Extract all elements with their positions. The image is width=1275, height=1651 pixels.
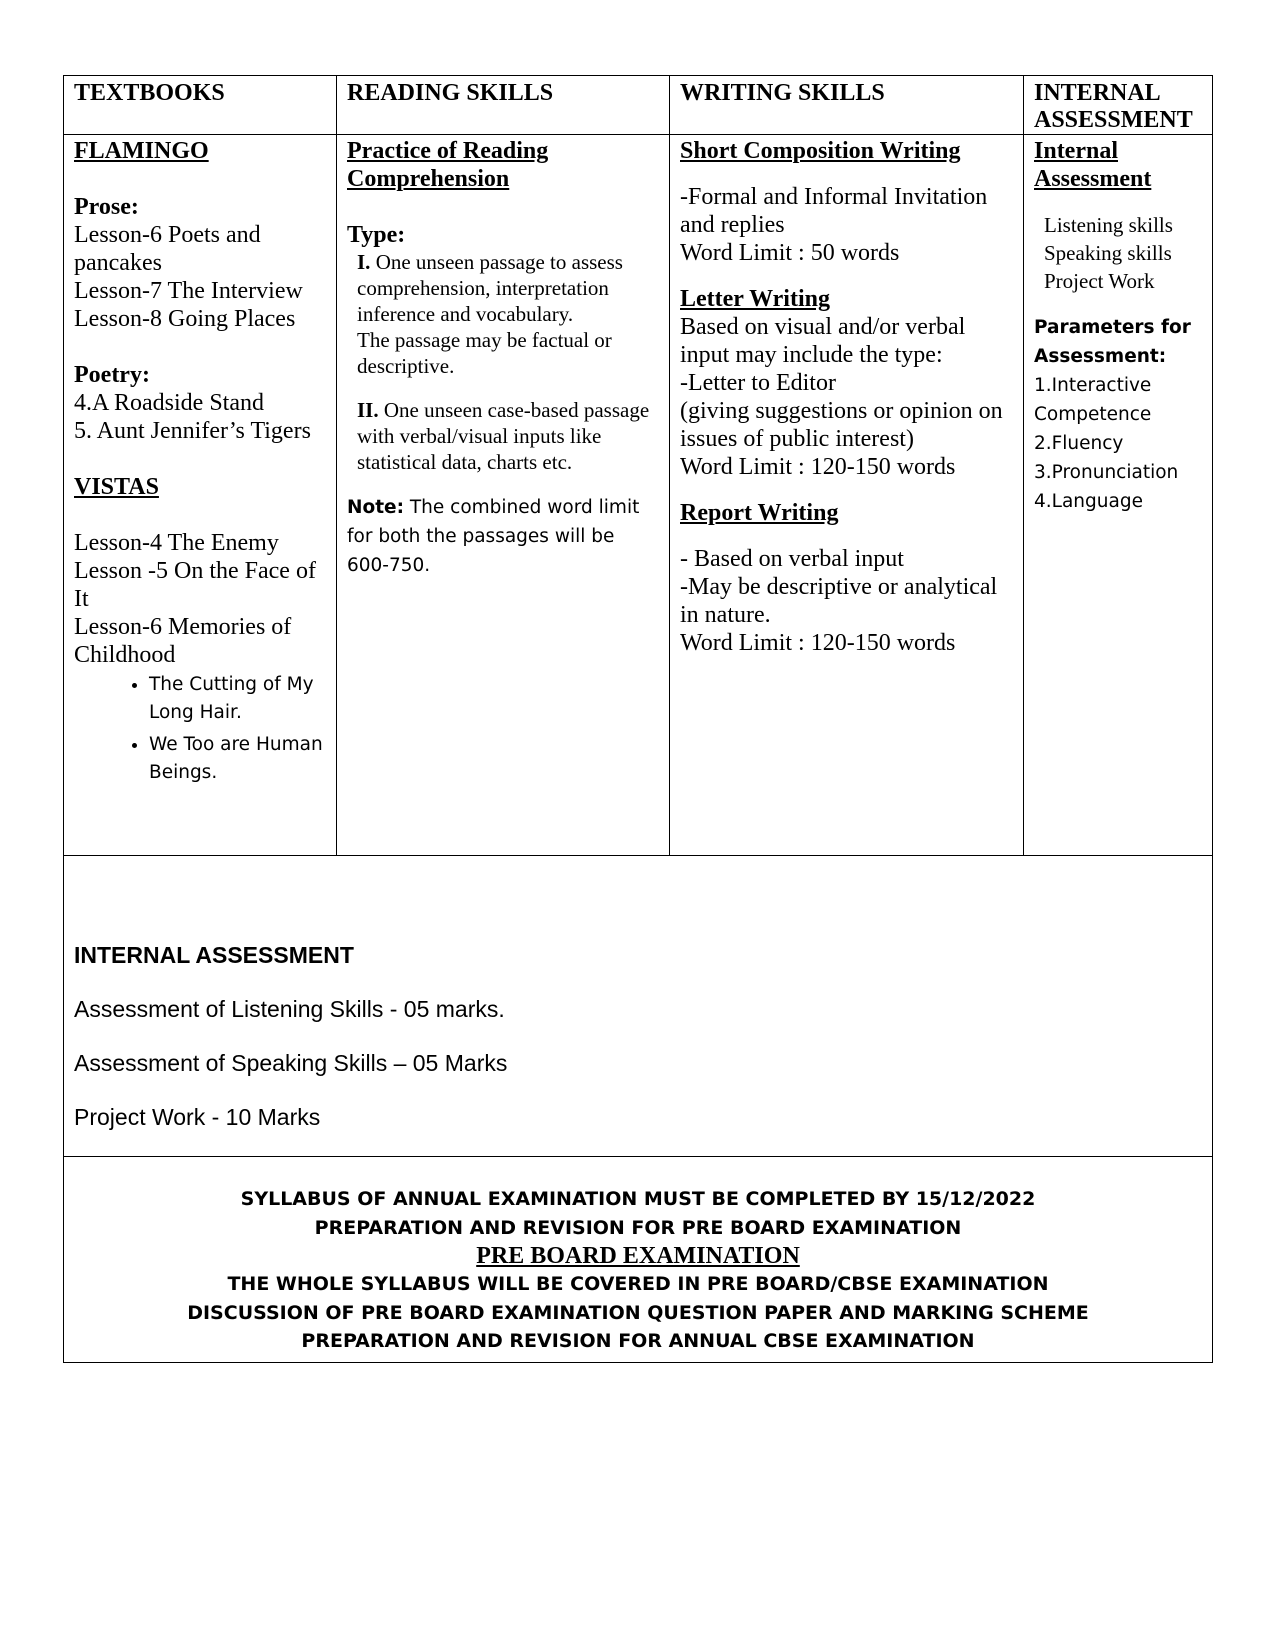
poetry-item: 4.A Roadside Stand [74,390,264,416]
parameters-title: Parameters for Assessment: [1034,317,1191,367]
note-text: The combined word limit for both the passages will be 600-750. [347,497,640,576]
footer-row [64,1157,1213,1363]
report-writing-title: Report Writing [680,500,839,526]
header-internal-assessment: INTERNAL ASSESSMENT [1024,76,1213,135]
footer-line: DISCUSSION OF PRE BOARD EXAMINATION QUESTION PAPER AND MARKING SCHEME [187,1301,1089,1324]
writing-cell [670,135,1024,856]
skill-item: Listening skills [1044,213,1173,237]
reading-cell [337,135,670,856]
childhood-bullet-list [74,671,326,787]
textbooks-cell [64,135,337,856]
parameter-item: 3.Pronunciation [1034,462,1179,483]
parameter-item: 2.Fluency [1034,433,1124,454]
skill-item: Project Work [1044,269,1155,293]
reading-item-2 [347,397,659,475]
header-writing-skills: WRITING SKILLS [670,76,1024,135]
list-item: • The Cutting of My Long Hair. [149,671,326,727]
internal-cell [1024,135,1213,856]
header-row [64,76,1213,135]
report-line: Word Limit : 120-150 words [680,630,956,656]
item-number: II. [357,398,379,422]
prose-lesson: Lesson-8 Going Places [74,306,296,332]
reading-item-1-note: The passage may be factual or descriptive. [357,328,612,378]
reading-note [347,493,659,580]
type-label: Type: [347,222,406,248]
footer-line: THE WHOLE SYLLABUS WILL BE COVERED IN PRE BOARD/CBSE EXAMINATION [227,1273,1049,1295]
letter-writing-title: Letter Writing [680,286,830,312]
footer-line: SYLLABUS OF ANNUAL EXAMINATION MUST BE COMPLETED BY 15/12/2022 [240,1188,1036,1210]
ia-line: Assessment of Listening Skills - 05 marks. [74,996,505,1022]
note-label: Note: [347,497,404,518]
content-row [64,135,1213,856]
footer-line: PREPARATION AND REVISION FOR ANNUAL CBSE EXAMINATION [301,1330,975,1352]
short-line: -Formal and Informal Invitation and replies [680,184,988,238]
internal-assessment-row [64,856,1213,1157]
short-line: Word Limit : 50 words [680,240,900,266]
reading-title: Practice of Reading Comprehension [347,138,549,192]
footer-section [64,1157,1213,1363]
item-text: One unseen passage to assess comprehension, interpretation inference and vocabulary. [357,250,623,326]
poetry-label: Poetry: [74,362,150,388]
parameter-item: 1.Interactive Competence [1034,375,1152,425]
vistas-lesson: Lesson-4 The Enemy [74,530,279,556]
item-text: One unseen case-based passage with verbal/visual inputs like statistical data, charts etc. [357,398,650,474]
ia-line: Assessment of Speaking Skills – 05 Marks [74,1050,508,1076]
prose-lesson: Lesson-6 Poets and pancakes [74,222,261,276]
pre-board-heading: PRE BOARD EXAMINATION [476,1243,800,1269]
vistas-lesson: Lesson-6 Memories of Childhood [74,614,292,668]
skill-item: Speaking skills [1044,241,1172,265]
header-reading-skills: READING SKILLS [337,76,670,135]
letter-line: Based on visual and/or verbal input may include the type: [680,314,966,368]
internal-assessment-section [64,856,1213,1157]
prose-label: Prose: [74,194,139,220]
letter-line: Word Limit : 120-150 words [680,454,956,480]
vistas-lesson: Lesson -5 On the Face of It [74,558,316,612]
ia-section-title: INTERNAL ASSESSMENT [74,942,354,968]
syllabus-table [63,75,1213,1363]
letter-line: -Letter to Editor [680,370,836,396]
prose-lesson: Lesson-7 The Interview [74,278,303,304]
flamingo-title: FLAMINGO [74,138,209,164]
report-line: - Based on verbal input [680,546,904,572]
parameter-item: 4.Language [1034,491,1143,512]
list-item: • We Too are Human Beings. [149,731,326,787]
report-line: -May be descriptive or analytical in nature. [680,574,998,628]
header-textbooks: TEXTBOOKS [64,76,337,135]
footer-line: PREPARATION AND REVISION FOR PRE BOARD EXAMINATION [314,1216,962,1239]
item-number: I. [357,250,371,274]
ia-line: Project Work - 10 Marks [74,1104,321,1130]
internal-assessment-title: Internal Assessment [1034,138,1152,192]
vistas-title: VISTAS [74,474,159,500]
letter-line: (giving suggestions or opinion on issues of public interest) [680,398,1003,452]
short-composition-title: Short Composition Writing [680,138,961,164]
reading-item-1 [347,249,659,327]
poetry-item: 5. Aunt Jennifer’s Tigers [74,418,311,444]
